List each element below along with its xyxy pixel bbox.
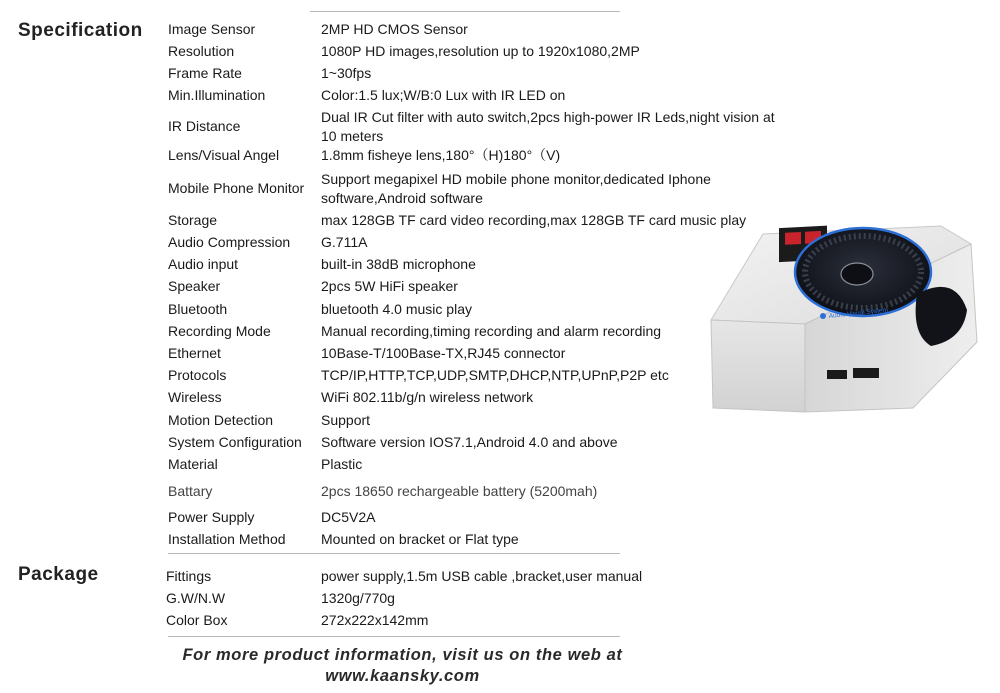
spec-label: Protocols <box>168 367 227 383</box>
spec-value: Manual recording,timing recording and alarm recording <box>321 323 662 339</box>
spec-label: Lens/Visual Angel <box>168 147 280 163</box>
spec-value: 1.8mm fisheye lens,180°（H)180°（V) <box>321 147 561 163</box>
package-value: 1320g/770g <box>321 590 395 606</box>
spec-value: Dual IR Cut filter with auto switch,2pcs high-power IR Leds,night vision at 10 meters <box>321 109 775 144</box>
package-label: G.W/N.W <box>166 590 226 606</box>
device-lens <box>841 263 873 285</box>
spec-value: WiFi 802.11b/g/n wireless network <box>321 389 534 405</box>
spec-value: 2MP HD CMOS Sensor <box>321 21 468 37</box>
footer-note <box>150 645 655 687</box>
spec-value: Support megapixel HD mobile phone monitor,dedicated Iphone software,Android software <box>321 171 711 206</box>
spec-label: Audio Compression <box>168 234 291 250</box>
spec-label: Recording Mode <box>168 323 271 339</box>
spec-value: 2pcs 18650 rechargeable battery (5200mah) <box>321 483 598 499</box>
google-play-badge-icon <box>853 368 879 378</box>
spec-label: Audio input <box>168 256 239 272</box>
spec-value: 2pcs 5W HiFi speaker <box>321 278 458 294</box>
spec-label: System Configuration <box>168 434 302 450</box>
footer-url: www.kaansky.com <box>325 667 480 685</box>
spec-value: Software version IOS7.1,Android 4.0 and above <box>321 434 618 450</box>
spec-label: Speaker <box>168 278 221 294</box>
spec-label: Material <box>168 456 218 472</box>
spec-label: Image Sensor <box>168 21 256 37</box>
box-front-face <box>711 320 805 412</box>
spec-label: Resolution <box>168 43 235 59</box>
section-title-specification: Specification <box>18 20 143 41</box>
footer-line: For more product information, visit us on the web at <box>182 646 623 664</box>
spec-value: Plastic <box>321 456 363 472</box>
spec-value: TCP/IP,HTTP,TCP,UDP,SMTP,DHCP,NTP,UPnP,P2P etc <box>321 367 669 383</box>
app-store-badge-icon <box>827 370 847 379</box>
section-divider <box>168 553 620 554</box>
spec-label: Installation Method <box>168 531 286 547</box>
spec-label: Mobile Phone Monitor <box>168 180 305 196</box>
package-label: Fittings <box>166 568 212 584</box>
product-box-svg <box>705 222 983 414</box>
spec-value: G.711A <box>321 234 368 250</box>
spec-label: Wireless <box>168 389 222 405</box>
spec-label: Ethernet <box>168 345 221 361</box>
spec-value: bluetooth 4.0 music play <box>321 301 472 317</box>
spec-label: IR Distance <box>168 118 241 134</box>
box-brand-text: Audio Visual System <box>828 306 889 320</box>
spec-label: Power Supply <box>168 509 255 525</box>
spec-value: Color:1.5 lux;W/B:0 Lux with IR LED on <box>321 87 566 103</box>
spec-value: 1080P HD images,resolution up to 1920x1080,2MP <box>321 43 640 59</box>
package-value: power supply,1.5m USB cable ,bracket,user manual <box>321 568 643 584</box>
product-box-image <box>705 222 983 414</box>
spec-value: 10Base-T/100Base-TX,RJ45 connector <box>321 345 566 361</box>
spec-value: 1~30fps <box>321 65 372 81</box>
package-value: 272x222x142mm <box>321 612 429 628</box>
package-label: Color Box <box>166 612 228 628</box>
spec-value: Mounted on bracket or Flat type <box>321 531 519 547</box>
footer-divider <box>168 636 620 637</box>
brand-logo-icon <box>820 313 826 319</box>
spec-value: max 128GB TF card video recording,max 128GB TF card music play <box>321 212 747 228</box>
spec-label: Storage <box>168 212 218 228</box>
section-title-package: Package <box>18 564 99 585</box>
spec-label: Min.Illumination <box>168 87 266 103</box>
spec-value: DC5V2A <box>321 509 376 525</box>
top-divider <box>310 11 620 12</box>
spec-label: Frame Rate <box>168 65 242 81</box>
spec-label: Motion Detection <box>168 412 274 428</box>
spec-value: built-in 38dB microphone <box>321 256 476 272</box>
spec-label: Bluetooth <box>168 301 228 317</box>
spec-label: Battary <box>168 483 213 499</box>
spec-value: Support <box>321 412 371 428</box>
